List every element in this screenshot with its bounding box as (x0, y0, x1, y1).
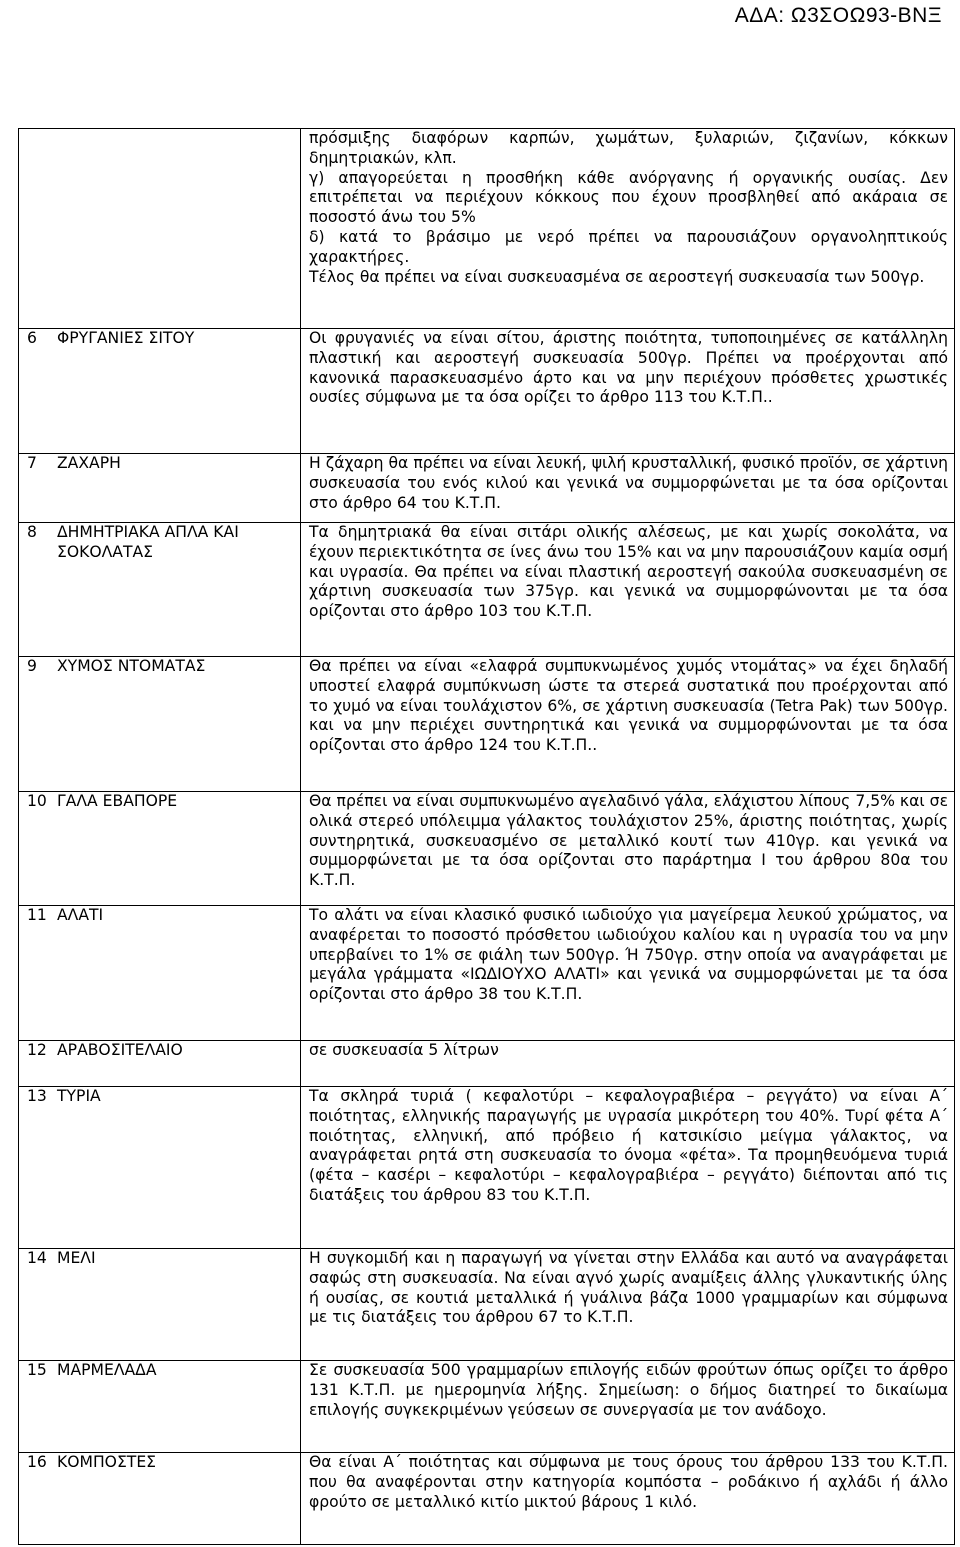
description-paragraph: γ) απαγορεύεται η προσθήκη κάθε ανόργανης ή οργανικής ουσίας. Δεν επιτρέπεται να περιέχουν κόκκους που έχουν προσβληθεί από ακάραια σε ποσοστό άνω του 5% (309, 168, 948, 227)
table-row (19, 906, 955, 1041)
table-row (19, 792, 955, 906)
description-cell (301, 792, 955, 906)
description-paragraph: Το αλάτι να είναι κλασικό φυσικό ιωδιούχο για μαγείρεμα λευκού χρώματος, να αναφέρεται το ποσοστό πρόσθετου ιωδιούχου καλίου και η υγρασία του να μην υπερβαίνει το 1% σε φιάλη των 500γρ. Ή 750γρ. στην οποία να αναγράφεται με μεγάλα γράμματα «ΙΩΔΙΟΥΧΟ ΑΛΑΤΙ» και γενικά να συμμορφώνεται με τα όσα ορίζονται στο άρθρο 38 του Κ.Τ.Π. (309, 906, 948, 1004)
item-name: ΜΑΡΜΕΛΑΔΑ (57, 1361, 157, 1379)
table-row (19, 1249, 955, 1361)
item-label (27, 657, 296, 677)
item-number: 8 (27, 523, 37, 541)
description-paragraph: Θα είναι Α΄ ποιότητας και σύμφωνα με τους όρους του άρθρου 133 του Κ.Τ.Π. που θα αναφέρονται στην κατηγορία κομπόστα – ροδάκινο ή αχλάδι ή άλλο φρούτο σε μεταλλικό κιτίο μικτού βάρους 1 κιλό. (309, 1453, 948, 1511)
item-cell (19, 906, 301, 1041)
item-label (27, 1249, 296, 1269)
item-name: ΑΛΑΤΙ (57, 906, 104, 924)
item-cell (19, 792, 301, 906)
product-spec-table (18, 128, 955, 1545)
item-label (27, 906, 296, 926)
description-paragraph: Τα σκληρά τυριά ( κεφαλοτύρι – κεφαλογραβιέρα – ρεγγάτο) να είναι Α΄ ποιότητας, ελληνικής παραγωγής με υγρασία μικρότερη του 40%. Τυρί φέτα Α΄ ποιότητας, ελληνική, από πρόβειο ή κατσικίσιο μείγμα γάλακτος, να αναγράφεται ρητά στη συσκευασία το όνομα «φέτα». Τα προμηθευόμενα τυριά (φέτα – κασέρι – κεφαλοτύρι – κεφαλογραβιέρα – ρεγγάτο) διέπονται από τις διατάξεις του άρθρου 83 του Κ.Τ.Π. (309, 1087, 948, 1204)
description-paragraph: Σε συσκευασία 500 γραμμαρίων επιλογής ειδών φρούτων όπως ορίζει το άρθρο 131 Κ.Τ.Π. με ημερομηνία λήξης. Σημείωση: ο δήμος διατηρεί το δικαίωμα επιλογής συγκεκριμένων γεύσεων σε συνεργασία με τον ανάδοχο. (309, 1361, 948, 1419)
item-name: ΑΡΑΒΟΣΙΤΕΛΑΙΟ (57, 1041, 183, 1059)
table-row (19, 1087, 955, 1249)
item-name: ΧΥΜΟΣ ΝΤΟΜΑΤΑΣ (57, 657, 206, 675)
description-cell (301, 129, 955, 329)
description-cell (301, 1087, 955, 1249)
item-label (27, 1361, 296, 1381)
item-label (27, 329, 296, 349)
description-cell (301, 1361, 955, 1453)
item-number: 7 (27, 454, 37, 472)
item-cell (19, 1087, 301, 1249)
description-paragraph: Η συγκομιδή και η παραγωγή να γίνεται στην Ελλάδα και αυτό να αναγράφεται σαφώς στη συσκευασία. Να είναι αγνό χωρίς αναμίξεις άλλης γλυκαντικής ύλης ή ουσίας, σε κουτιά μεταλλικά ή γυάλινα βάζα 1000 γραμμαρίων και σύμφωνα με τις διατάξεις του άρθρου 67 το Κ.Τ.Π. (309, 1249, 948, 1327)
item-cell (19, 1453, 301, 1545)
description-cell (301, 523, 955, 657)
description-paragraph: Τέλος θα πρέπει να είναι συσκευασμένα σε αεροστεγή συσκευασία των 500γρ. (309, 267, 925, 286)
item-name: ΓΑΛΑ ΕΒΑΠΟΡΕ (57, 792, 178, 810)
description-cell (301, 454, 955, 523)
table-row (19, 329, 955, 454)
description-paragraph: Οι φρυγανιές να είναι σίτου, άριστης ποιότητα, τυποποιημένες σε κατάλληλη πλαστική και αεροστεγή συσκευασία 500γρ. Πρέπει να προέρχονται από κανονικά παρασκευασμένο άρτο και να μην περιέχουν πρόσθετες χρωστικές ουσίες σύμφωνα με τα όσα ορίζει το άρθρο 113 του Κ.Τ.Π.. (309, 329, 948, 407)
item-number: 12 (27, 1041, 47, 1059)
item-number: 15 (27, 1361, 47, 1379)
description-paragraph: σε συσκευασία 5 λίτρων (309, 1041, 499, 1059)
table-row (19, 1453, 955, 1545)
ada-code: ΑΔΑ: Ω3ΣΟΩ93-ΒΝΞ (734, 4, 942, 27)
item-name: ΦΡΥΓΑΝΙΕΣ ΣΙΤΟΥ (57, 329, 195, 347)
description-cell (301, 906, 955, 1041)
item-name: ΜΕΛΙ (57, 1249, 96, 1267)
item-cell (19, 657, 301, 792)
table-row (19, 523, 955, 657)
item-label (27, 792, 296, 812)
table-row (19, 129, 955, 329)
item-label (27, 1087, 296, 1107)
table-row (19, 1361, 955, 1453)
table-body (19, 129, 955, 1545)
item-label (27, 1041, 296, 1061)
description-cell (301, 1249, 955, 1361)
item-cell (19, 329, 301, 454)
description-paragraph: πρόσμιξης διαφόρων καρπών, χωμάτων, ξυλαριών, ζιζανίων, κόκκων δημητριακών, κλπ. (309, 129, 948, 167)
table-row (19, 1041, 955, 1087)
item-name: ΚΟΜΠΟΣΤΕΣ (57, 1453, 157, 1471)
item-cell (19, 1249, 301, 1361)
item-cell (19, 1361, 301, 1453)
table-row (19, 657, 955, 792)
item-number: 16 (27, 1453, 47, 1471)
description-cell (301, 1453, 955, 1545)
description-paragraph: Η ζάχαρη θα πρέπει να είναι λευκή, ψιλή κρυσταλλική, φυσικό προϊόν, σε χάρτινη συσκευασία του ενός κιλού και γενικά να συμμορφώνεται με τα όσα ορίζονται στο άρθρο 64 του Κ.Τ.Π. (309, 454, 948, 512)
item-name: ΖΑΧΑΡΗ (57, 454, 121, 472)
item-number: 9 (27, 657, 37, 675)
item-name: ΔΗΜΗΤΡΙΑΚΑ ΑΠΛΑ ΚΑΙ ΣΟΚΟΛΑΤΑΣ (57, 523, 239, 561)
item-cell (19, 454, 301, 523)
description-cell (301, 1041, 955, 1087)
item-number: 13 (27, 1087, 47, 1105)
item-cell (19, 523, 301, 657)
description-paragraph: Θα πρέπει να είναι «ελαφρά συμπυκνωμένος χυμός ντομάτας» να έχει δηλαδή υποστεί ελαφρά συμπύκνωση ώστε τα στερεά συστατικά που προέρχονται από το χυμό να είναι τουλάχιστον 6%, σε χάρτινη συσκευασία (Tetra Pak) των 500γρ. και να μην περιέχει συντηρητικά και γενικά να συμμορφώνονται με τα όσα ορίζονται στο άρθρο 124 του Κ.Τ.Π.. (309, 657, 948, 755)
item-cell (19, 129, 301, 329)
item-number: 14 (27, 1249, 47, 1267)
item-number: 11 (27, 906, 47, 924)
item-name: ΤΥΡΙΑ (57, 1087, 101, 1105)
item-number: 10 (27, 792, 47, 810)
item-label (27, 1453, 296, 1473)
item-number: 6 (27, 329, 37, 347)
description-paragraph: δ) κατά το βράσιμο με νερό πρέπει να παρουσιάζουν οργανοληπτικούς χαρακτήρες. (309, 227, 948, 266)
description-paragraph: Θα πρέπει να είναι συμπυκνωμένο αγελαδινό γάλα, ελάχιστου λίπους 7,5% και σε ολικά στερεό υπόλειμμα γάλακτος τουλάχιστον 25%, άριστης ποιότητας, χωρίς συντηρητικά, συσκευασμένο σε μεταλλικό κουτί των 410γρ. και γενικά να συμμορφώνεται με τα όσα ορίζονται στο παράρτημα Ι του άρθρου 80α του Κ.Τ.Π. (309, 792, 948, 890)
item-label (27, 454, 296, 474)
item-label (27, 523, 296, 563)
description-cell (301, 329, 955, 454)
description-paragraph: Τα δημητριακά θα είναι σιτάρι ολικής αλέσεως, με και χωρίς σοκολάτα, να έχουν περιεκτικότητα σε ίνες άνω του 15% και να μην παρουσιάζουν καμία οσμή και υγρασία. Θα πρέπει να είναι πλαστική αεροστεγή σακούλα συσκευασμένη σε χάρτινη συσκευασία των 375γρ. και γενικά να συμμορφώνονται με τα όσα ορίζονται στο άρθρο 103 του Κ.Τ.Π. (309, 523, 948, 621)
description-cell (301, 657, 955, 792)
table-row (19, 454, 955, 523)
item-cell (19, 1041, 301, 1087)
